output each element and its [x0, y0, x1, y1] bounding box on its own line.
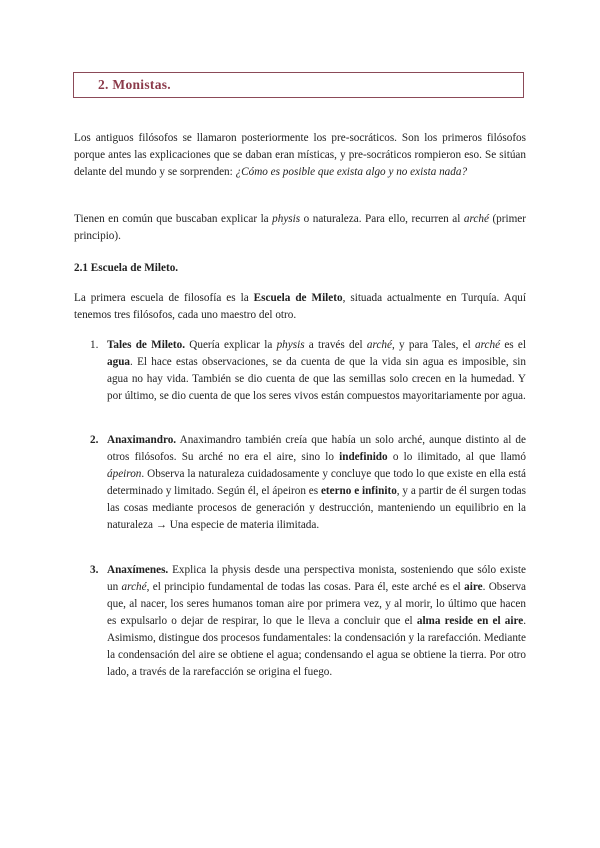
item-eterno: eterno e infinito — [320, 485, 397, 497]
item-text: . Observa la naturaleza cuidadosamente y concluye que todo lo que existe en ella está determinado y limitado. Según él, el ápeiron es — [107, 468, 526, 497]
common-paragraph — [74, 211, 526, 245]
common-arche: arché — [463, 213, 489, 225]
mileto-text-2: , situada actualmente en Turquía. Aquí tenemos tres filósofos, cada uno maestro del otro. — [74, 292, 526, 321]
item-alma: alma reside en el aire — [416, 615, 524, 627]
mileto-school: Escuela de Mileto — [253, 292, 343, 304]
intro-text: Los antiguos filósofos se llamaron posteriormente los pre-socráticos. Son los primeros filósofos porque antes las explicaciones que se daban eran místicas, y pre-socráticos rompieron eso. Se sitúan delante del mundo y se sorprenden: — [74, 132, 526, 178]
item-text: , y para Tales, el — [391, 339, 476, 351]
list-item-body — [107, 562, 526, 681]
common-text-3: (primer principio). — [74, 213, 526, 242]
item-text: . Asimismo, distingue dos procesos fundamentales: la condensación y la rarefacción. Mediante la condensación del aire se obtiene el agua; condensando el agua se obtiene la tierra. Por otro lado, a través de la rarefacción se origina el fuego. — [107, 615, 527, 678]
mileto-text-1: La primera escuela de filosofía es la — [74, 292, 254, 304]
item-indefinido: indefinido — [339, 451, 388, 463]
item-text: o lo ilimitado, al que llamó — [387, 451, 526, 463]
section-heading: 2. Monistas. — [98, 77, 171, 92]
item-agua: agua — [107, 356, 131, 368]
common-physis: physis — [272, 213, 301, 225]
item-text: , el principio fundamental de todas las cosas. Para él, este arché es el — [146, 581, 465, 593]
list-number: 2. — [90, 434, 99, 446]
item-arche: arché — [121, 581, 147, 593]
subsection-title: 2.1 Escuela de Mileto. — [74, 262, 179, 274]
item-text: . Observa que, al nacer, los seres humanos toman aire por primera vez, y al morir, lo último que hacen es expulsarlo o dejar de respirar, lo que le lleva a concluir que el — [107, 581, 527, 627]
section-heading-box — [73, 72, 524, 98]
item-text: es el — [500, 339, 526, 351]
item-text: a través del — [304, 339, 367, 351]
item-text: Explica la physis desde una perspectiva monista, sosteniendo que sólo existe un — [107, 564, 526, 593]
item-arche: arché — [475, 339, 501, 351]
philosopher-name: Tales de Mileto. — [107, 339, 186, 351]
item-text: , y a partir de él surgen todas las cosas mediante procesos de generación y destrucción, manteniendo un equilibrio en la naturaleza → Una especie de materia ilimitada. — [107, 485, 526, 531]
common-text-1: Tienen en común que buscaban explicar la — [74, 213, 273, 225]
item-text: Quería explicar la — [185, 339, 277, 351]
list-number: 1. — [90, 339, 99, 351]
list-item-body — [107, 432, 526, 534]
mileto-paragraph — [74, 290, 526, 324]
item-apeiron: ápeiron — [107, 468, 142, 480]
item-text: Anaximandro también creía que había un solo arché, aunque distinto al de otros filósofos. Su arché no era el aire, sino lo — [107, 434, 526, 463]
common-text-2: o naturaleza. Para ello, recurren al — [300, 213, 464, 225]
item-aire: aire — [464, 581, 483, 593]
item-physis: physis — [276, 339, 305, 351]
intro-paragraph — [74, 130, 526, 181]
item-text: . El hace estas observaciones, se da cuenta de que la vida sin agua es imposible, sin agua no hay vida. También se dio cuenta de que las semillas solo crecen en la humedad. Y por último, se dio cuenta de que los seres vivos están compuestos mayoritariamente por agua. — [107, 356, 526, 402]
philosopher-name: Anaximandro. — [107, 434, 177, 446]
intro-question: ¿Cómo es posible que exista algo y no exista nada? — [235, 166, 468, 178]
item-arche: arché — [366, 339, 392, 351]
philosopher-name: Anaxímenes. — [107, 564, 169, 576]
list-item-body — [107, 337, 526, 405]
list-number: 3. — [90, 564, 99, 576]
